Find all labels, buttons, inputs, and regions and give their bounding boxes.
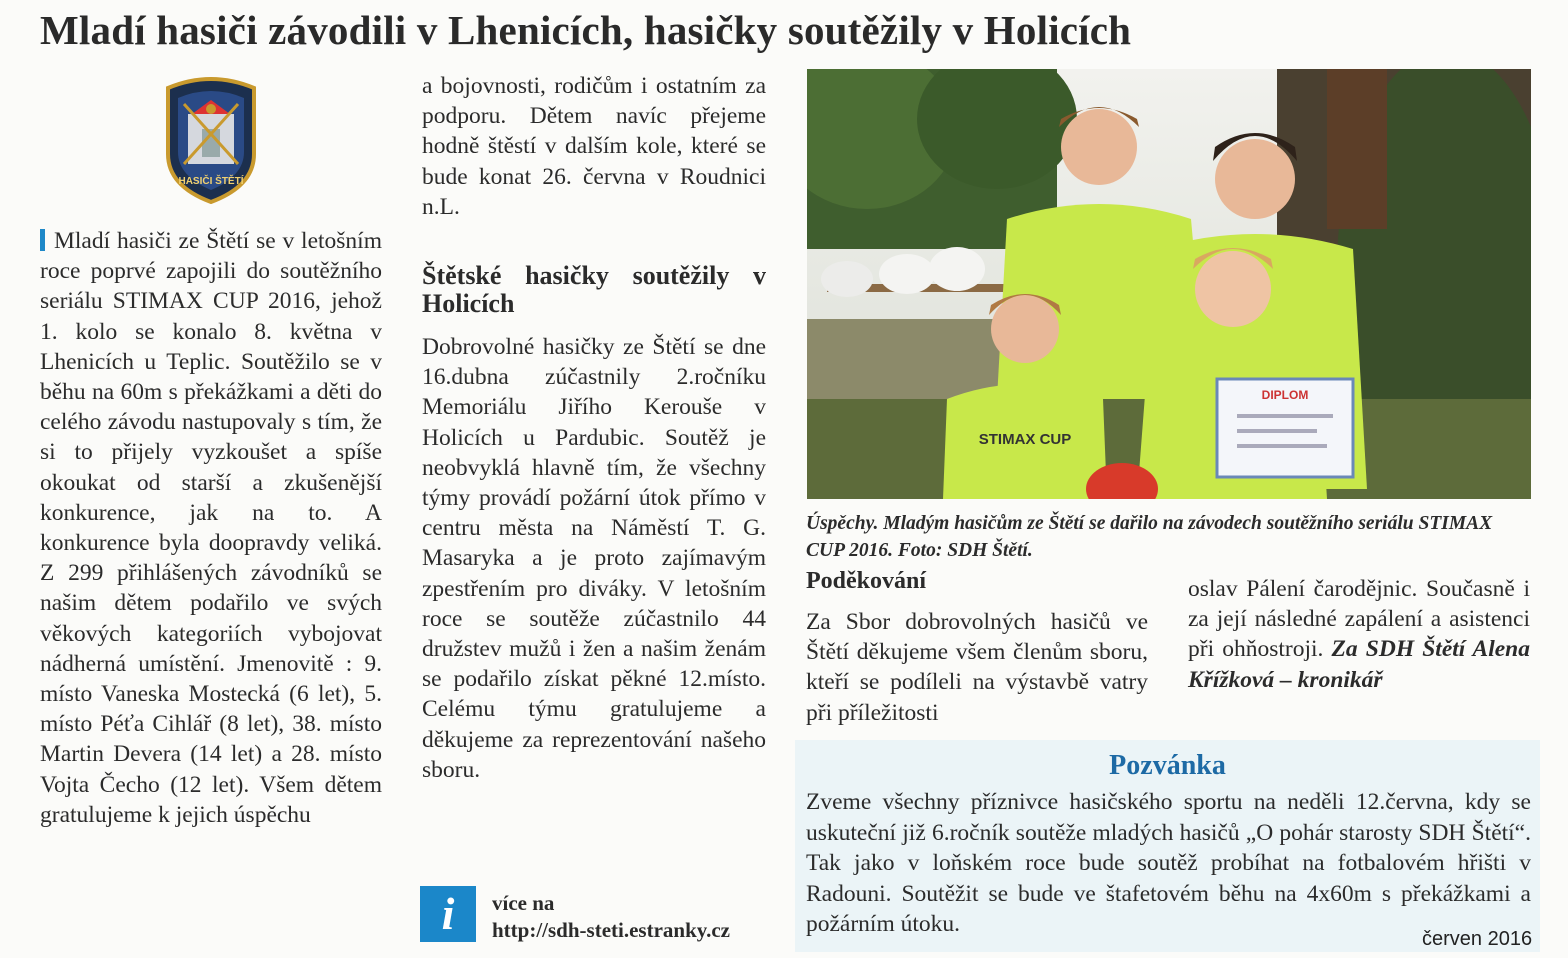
invitation-title: Pozvánka [1109, 750, 1226, 781]
photo-young-firefighters [807, 69, 1531, 499]
shirt-print-text: STIMAX CUP [978, 431, 1072, 448]
info-link[interactable] [492, 890, 730, 944]
photo-caption: Úspěchy. Mladým hasičům ze Štětí se dařilo na závodech soutěžního seriálu STIMAX CUP 2016. Foto: SDH Štětí. [806, 513, 1493, 561]
article-column-2-top [422, 71, 766, 222]
thanks-heading: Poděkování [806, 568, 927, 594]
article-column-2-body [422, 332, 766, 785]
col2-body-text: Dobrovolné hasičky ze Štětí se dne 16.dubna zúčastnily 2.ročníku Memoriálu Jiřího Kerouše v Holicích u Pardubic. Soutěž je neobvyklá hlavně tím, že všechny týmy provádí požární útok přímo v centru města na Náměstí T. G. Masaryka a je proto zajímavým zpestřením pro diváky. V letošním roce se soutěže zúčastnilo 44 družstev mužů i žen a našim ženám se podařilo získat pěkné 12.místo. Celému týmu gratulujeme a děkujeme za reprezentování našeho sboru. [422, 334, 766, 783]
section-heading-holice: Štětské hasičky soutěžily v Holicích [422, 261, 766, 318]
thanks-left-text: Za Sbor dobrovolných hasičů ve Štětí děkujeme všem členům sboru, kteří se podíleli na výstavbě vatry při příležitosti [806, 609, 1148, 726]
paragraph-marker [40, 229, 45, 251]
fire-brigade-emblem-icon [162, 74, 260, 204]
thanks-column-left [806, 607, 1148, 728]
col2-top-text: a bojovnosti, rodičům i ostatním za podporu. Dětem navíc přejeme hodně štěstí v dalším kole, které se bude konat 26. června v Roudnici n.L. [422, 73, 766, 220]
info-url[interactable]: http://sdh-steti.estranky.cz [492, 918, 730, 942]
logo-text: HASIČI ŠTĚTÍ [178, 176, 244, 187]
article-column-1 [40, 226, 382, 830]
article-title: Mladí hasiči závodili v Lhenicích, hasičky soutěžily v Holicích [40, 7, 1132, 53]
thanks-right-text: oslav Pálení čarodějnic. Současně i za její následné zapálení a asistenci při ohňostroji. [1188, 576, 1530, 663]
info-label: více na [492, 891, 555, 915]
invitation-text: Zveme všechny příznivce hasičského sportu na neděli 12.června, kdy se uskuteční již 6.ročník soutěže mladých hasičů „O pohár starosty SDH Štětí“. Tak jako v loňském roce bude soutěž probíhat na fotbalovém hřišti v Radouni. Soutěžit se bude ve štafetovém běhu na 4x60m s překážkami a požárním útoku. [806, 789, 1531, 937]
diploma-label: DIPLOM [1261, 388, 1309, 402]
thanks-column-right [1188, 574, 1530, 695]
issue-date: červen 2016 [1422, 928, 1533, 950]
thanks-signature: Za SDH Štětí Alena Křížková – kronikář [1188, 636, 1531, 693]
col1-text: Mladí hasiči ze Štětí se v letošním roce poprvé zapojili do soutěžního seriálu STIMAX CUP 2016, jehož 1. kolo se konalo 8. května v Lhenicích u Teplic. Soutěžilo se v běhu na 60m s překážkami a děti do celého závodu nastupovaly s tím, že si to přijely vyzkoušet a spíše okoukat od starší a zkušenější konkurence, jak na to. A konkurence byla doopravdy veliká. Z 299 přihlášených závodníků se našim dětem podařilo ve svých věkových kategoriích vybojovat nádherná umístění. Jmenovitě : 9. místo Vaneska Mostecká (6 let), 5. místo Péťa Cihlář (8 let), 38. místo Martin Devera (14 let) a 28. místo Vojta Čecho (12 let). Všem dětem gratulujeme k jejich úspěchu [40, 228, 382, 828]
info-icon: i [420, 886, 476, 942]
